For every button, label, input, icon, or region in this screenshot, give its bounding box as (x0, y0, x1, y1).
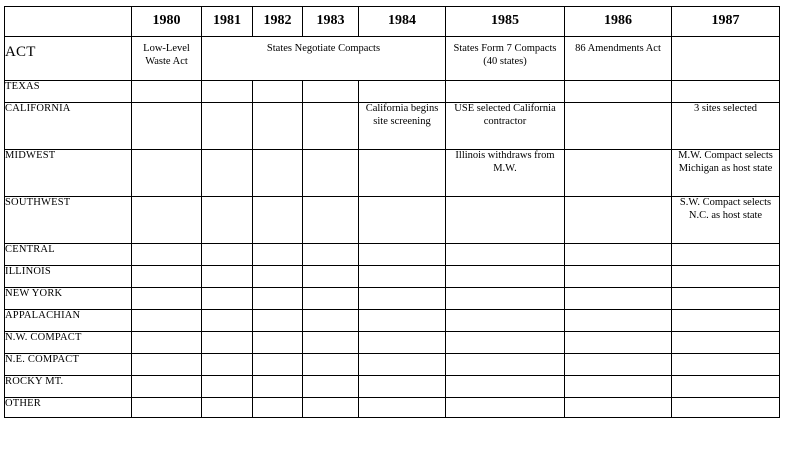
table-cell (672, 376, 780, 398)
table-cell (359, 398, 446, 418)
table-cell (303, 310, 359, 332)
row-label-act: ACT (5, 37, 132, 81)
row-label-ne-compact: N.E. COMPACT (5, 354, 132, 376)
table-cell (253, 354, 303, 376)
table-cell (565, 376, 672, 398)
table-cell (672, 266, 780, 288)
row-label-texas: TEXAS (5, 81, 132, 103)
year-1982-header: 1982 (253, 7, 303, 37)
table-cell (672, 288, 780, 310)
corner-cell (5, 7, 132, 37)
table-cell (672, 398, 780, 418)
row-california (5, 103, 780, 150)
table-cell (303, 332, 359, 354)
table-cell (132, 103, 202, 150)
row-texas (5, 81, 780, 103)
table-cell (202, 150, 253, 197)
row-illinois (5, 266, 780, 288)
table-cell (132, 310, 202, 332)
table-cell (359, 81, 446, 103)
table-cell (359, 244, 446, 266)
table-cell (132, 81, 202, 103)
table-cell (253, 288, 303, 310)
table-cell (565, 288, 672, 310)
table-cell (253, 81, 303, 103)
table-cell (132, 150, 202, 197)
southwest-1987-cell: S.W. Compact selects N.C. as host state (672, 197, 780, 244)
table-cell (303, 81, 359, 103)
table-cell (253, 150, 303, 197)
table-cell (202, 310, 253, 332)
table-cell (202, 197, 253, 244)
row-label-new-york: NEW YORK (5, 288, 132, 310)
table-cell (303, 244, 359, 266)
year-1986-header: 1986 (565, 7, 672, 37)
row-new-york (5, 288, 780, 310)
table-cell (565, 398, 672, 418)
row-southwest (5, 197, 780, 244)
california-1984-cell: California begins site screening (359, 103, 446, 150)
row-other (5, 398, 780, 418)
year-1985-header: 1985 (446, 7, 565, 37)
table-cell (202, 398, 253, 418)
row-label-midwest: MIDWEST (5, 150, 132, 197)
table-cell (132, 288, 202, 310)
table-cell (672, 354, 780, 376)
table-cell (202, 266, 253, 288)
row-label-illinois: ILLINOIS (5, 266, 132, 288)
row-label-appalachian: APPALACHIAN (5, 310, 132, 332)
table-cell (253, 103, 303, 150)
table-cell (132, 376, 202, 398)
table-cell (253, 332, 303, 354)
table-cell (446, 288, 565, 310)
table-cell (565, 150, 672, 197)
table-cell (202, 376, 253, 398)
midwest-1987-cell: M.W. Compact selects Michigan as host state (672, 150, 780, 197)
row-nw-compact (5, 332, 780, 354)
table-cell (132, 354, 202, 376)
year-1981-header: 1981 (202, 7, 253, 37)
row-ne-compact (5, 354, 780, 376)
row-midwest (5, 150, 780, 197)
table-cell (359, 197, 446, 244)
header-row (5, 7, 780, 37)
row-label-rocky-mt: ROCKY MT. (5, 376, 132, 398)
row-label-california: CALIFORNIA (5, 103, 132, 150)
table-cell (202, 288, 253, 310)
table-cell (565, 310, 672, 332)
table-cell (253, 310, 303, 332)
table-cell (565, 197, 672, 244)
table-cell (303, 398, 359, 418)
table-cell (446, 266, 565, 288)
act-1980-cell: Low-Level Waste Act (132, 37, 202, 81)
table-cell (132, 244, 202, 266)
act-1986-cell: 86 Amendments Act (565, 37, 672, 81)
table-cell (446, 354, 565, 376)
california-1985-cell: USE selected California contractor (446, 103, 565, 150)
row-label-central: CENTRAL (5, 244, 132, 266)
table-cell (303, 288, 359, 310)
row-central (5, 244, 780, 266)
table-cell (565, 244, 672, 266)
table-cell (672, 310, 780, 332)
table-cell (303, 376, 359, 398)
table-cell (565, 81, 672, 103)
midwest-1985-cell: Illinois withdraws from M.W. (446, 150, 565, 197)
table-cell (202, 332, 253, 354)
table-cell (359, 376, 446, 398)
row-label-southwest: SOUTHWEST (5, 197, 132, 244)
table-cell (565, 332, 672, 354)
table-cell (303, 197, 359, 244)
table-cell (303, 354, 359, 376)
table-cell (202, 354, 253, 376)
table-cell (132, 266, 202, 288)
row-appalachian (5, 310, 780, 332)
year-1987-header: 1987 (672, 7, 780, 37)
act-row (5, 37, 780, 81)
table-cell (303, 266, 359, 288)
table-cell (253, 266, 303, 288)
act-1987-cell (672, 37, 780, 81)
table-cell (202, 244, 253, 266)
table-cell (672, 332, 780, 354)
table-cell (359, 354, 446, 376)
table-cell (446, 310, 565, 332)
table-cell (132, 398, 202, 418)
table-cell (446, 398, 565, 418)
table-cell (132, 332, 202, 354)
california-1987-cell: 3 sites selected (672, 103, 780, 150)
table-cell (253, 197, 303, 244)
table-cell (359, 310, 446, 332)
table-cell (446, 332, 565, 354)
table-cell (565, 354, 672, 376)
table-cell (565, 103, 672, 150)
timeline-table (4, 6, 780, 418)
table-cell (303, 103, 359, 150)
table-cell (359, 288, 446, 310)
row-label-other: OTHER (5, 398, 132, 418)
table-cell (202, 103, 253, 150)
table-cell (132, 197, 202, 244)
table-cell (446, 376, 565, 398)
table-cell (565, 266, 672, 288)
act-1981-1984-cell: States Negotiate Compacts (202, 37, 446, 81)
table-cell (359, 150, 446, 197)
row-label-nw-compact: N.W. COMPACT (5, 332, 132, 354)
table-cell (253, 398, 303, 418)
table-cell (359, 266, 446, 288)
table-cell (253, 376, 303, 398)
year-1983-header: 1983 (303, 7, 359, 37)
table-cell (446, 81, 565, 103)
table-cell (672, 244, 780, 266)
year-1984-header: 1984 (359, 7, 446, 37)
table-cell (202, 81, 253, 103)
table-cell (303, 150, 359, 197)
table-cell (253, 244, 303, 266)
table-cell (672, 81, 780, 103)
act-1985-cell: States Form 7 Compacts (40 states) (446, 37, 565, 81)
row-rocky-mt (5, 376, 780, 398)
table-cell (446, 244, 565, 266)
year-1980-header: 1980 (132, 7, 202, 37)
table-cell (359, 332, 446, 354)
table-cell (446, 197, 565, 244)
